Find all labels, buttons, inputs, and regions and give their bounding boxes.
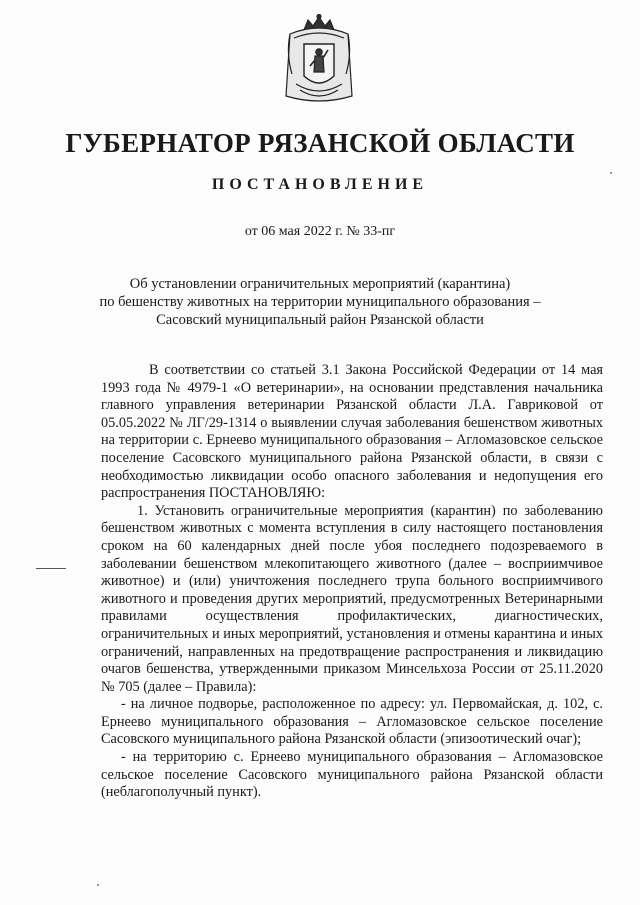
document-subject (90, 275, 550, 329)
document-body (101, 362, 603, 802)
scan-speck (610, 172, 612, 174)
subject-line: Об установлении ограничительных мероприятий (карантина) (129, 276, 511, 292)
item-1-paragraph: 1. Установить ограничительные мероприятия (карантин) по заболеванию бешенством животных с момента вступления в силу настоящего постановления сроком на 60 календарных дней после убоя последнего подозреваемого в заболевании бешенством млекопитающего животного (далее – восприимчивое животное) и (или) уничтожения последнего трупа больного восприимчивого животного и проведения других мероприятий, предусмотренных Ветеринарными правилами осуществления профилактических, диагностических, ограничительных и иных мероприятий, установления и отмены карантина и иных ограничений, направленных на предотвращение распространения и ликвидацию очагов бешенства, утвержденными приказом Минсельхоза России от 25.11.2020 № 705 (далее – Правила): (101, 502, 603, 695)
margin-mark (36, 568, 66, 569)
scan-speck (97, 884, 99, 886)
subject-line: по бешенству животных на территории муниципального образования – (99, 294, 541, 310)
authority-title: ГУБЕРНАТОР РЯЗАНСКОЙ ОБЛАСТИ (65, 128, 575, 158)
bullet-paragraph: - на территорию с. Ернеево муниципального образования – Агломазовское сельское поселение Сасовского муниципального района Рязанской области (неблагополучный пункт). (101, 749, 603, 801)
date-number: от 06 мая 2022 г. № 33-пг (244, 224, 396, 239)
preamble-paragraph: В соответствии со статьей 3.1 Закона Российской Федерации от 14 мая 1993 года № 4979-1 «О ветеринарии», на основании представления начальника главного управления ветеринарии Рязанской области Л.А. Гавриковой от 05.05.2022 № ЛГ/29-1314 о выявлении случая заболевания бешенством животных на территории с. Ернеево муниципального образования – Агломазовское сельское поселение Сасовского муниципального района Рязанской области, в связи с необходимостью ликвидации особо опасного заболевания и недопущения его распространения ПОСТАНОВЛЯЮ: (101, 362, 603, 502)
subject-line: Сасовский муниципальный район Рязанской области (156, 312, 484, 328)
coat-of-arms-icon (282, 14, 356, 106)
bullet-paragraph: - на личное подворье, расположенное по адресу: ул. Первомайская, д. 102, с. Ернеево муниципального образования – Агломазовское сельское поселение Сасовского муниципального района Рязанской области (эпизоотический очаг); (101, 696, 603, 748)
document-type: ПОСТАНОВЛЕНИЕ (211, 176, 429, 193)
